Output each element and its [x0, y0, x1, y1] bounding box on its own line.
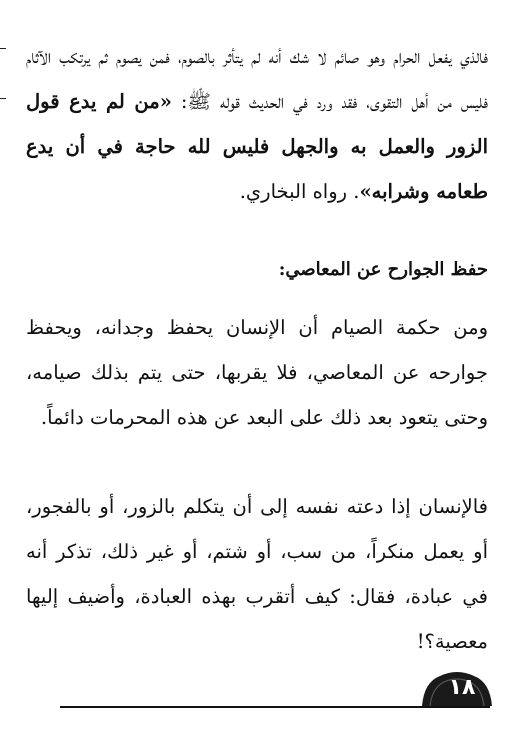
- section-heading: حفظ الجوارح عن المعاصي:: [278, 259, 488, 280]
- page-number: ١٨: [448, 675, 476, 700]
- paragraph-self-reminder: فالإنسان إذا دعته نفسه إلى أن يتكلم بالزور، أو بالفجور، أو يعمل منكراً، من سب، أو شتم، أو غير ذلك، تذكر أنه في عبادة، فقال: كيف أتقرب بهذه العبادة، وأضيف إليها معصية؟!: [26, 495, 488, 653]
- footer-rule: [60, 706, 490, 708]
- margin-mark: [0, 48, 6, 49]
- hadith-quote: «من لم يدع قول الزور والعمل به والجهل فليس لله حاجة في أن يدع طعامه وشرابه»: [26, 90, 488, 203]
- margin-mark: [0, 98, 6, 99]
- paragraph-fasting-effect: [26, 34, 488, 214]
- hadith-source: . رواه البخاري.: [239, 180, 360, 203]
- paragraph-wisdom-of-fasting: ومن حكمة الصيام أن الإنسان يحفظ وجدانه، ويحفظ جوارحه عن المعاصي، فلا يقربها، حتى يتم بذلك صيامه، وحتى يتعود بعد ذلك على البعد عن هذه المحرمات دائماً.: [26, 316, 488, 429]
- paragraph-text: فالذي يفعل الحرام وهو صائم لا شك أنه لم يتأثر بالصوم، فمن يصوم ثم يرتكب الآثام فليس من أهل التقوى، فقد ورد في الحديث قوله ﷺ:: [26, 45, 489, 113]
